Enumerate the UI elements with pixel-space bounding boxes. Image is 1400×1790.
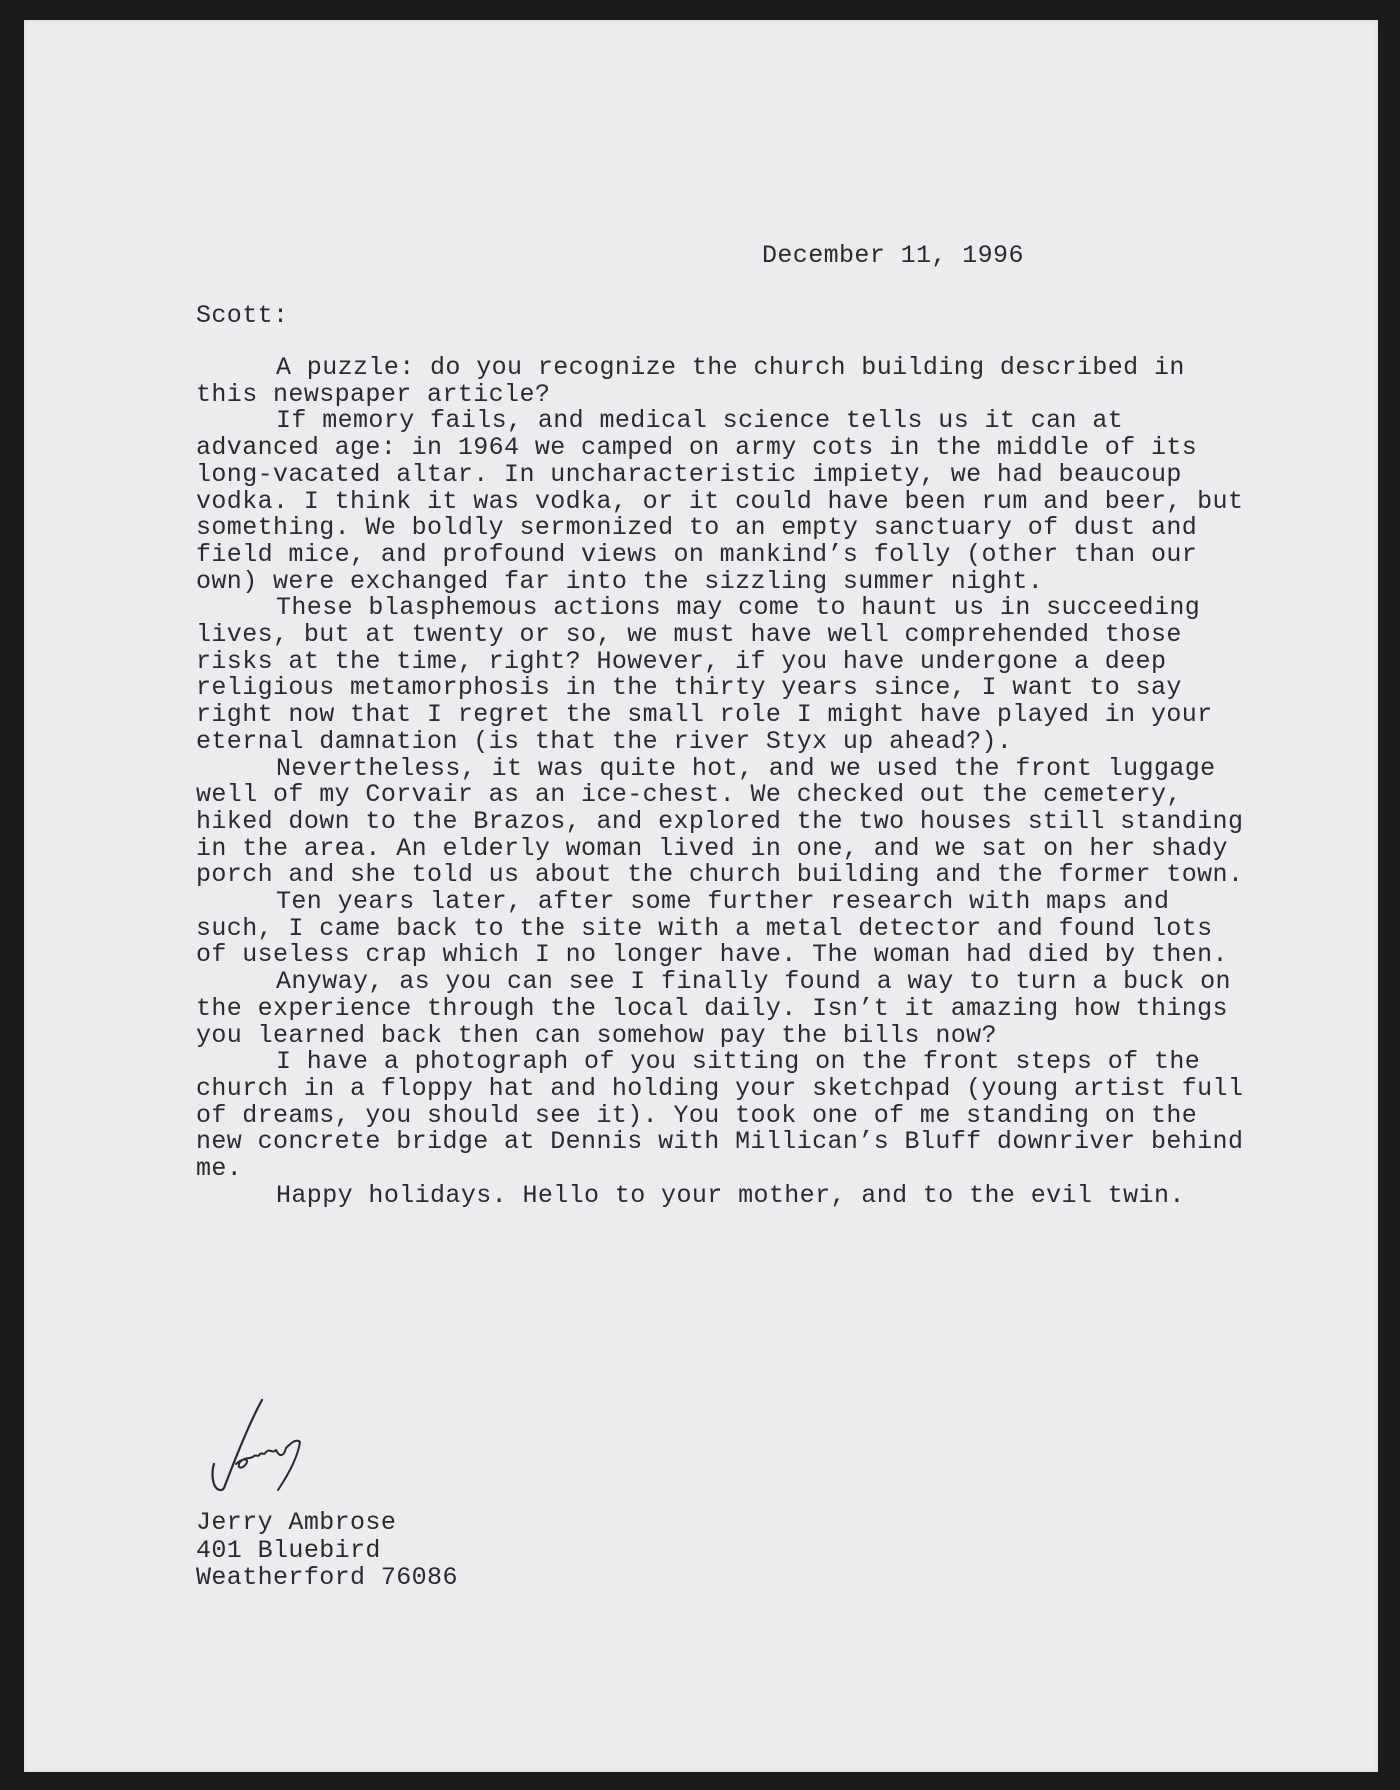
sender-block [196,1509,458,1592]
sender-street: 401 Bluebird [196,1535,381,1565]
paragraph: Nevertheless, it was quite hot, and we used the front luggage well of my Corvair as an ice-chest. We checked out the cemetery, hiked down to the Brazos, and explored the two houses still standing in the area. An elderly woman lived in one, and we sat on her shady porch and she told us about the church building and the former town. [196,753,1244,890]
salutation: Scott: [196,301,289,330]
paragraph: If memory fails, and medical science tells us it can at advanced age: in 1964 we camped on army cots in the middle of its long-vacated altar. In uncharacteristic impiety, we had beaucoup vodka. I think it was vodka, or it could have been rum and beer, but something. We boldly sermonized to an empty sanctuary of dust and field mice, and profound views on mankind’s folly (other than our own) were exchanged far into the sizzling summer night. [196,406,1244,596]
paragraph: A puzzle: do you recognize the church building described in this newspaper article? [196,353,1185,409]
letter-date: December 11, 1996 [762,241,1024,270]
paragraph: Ten years later, after some further research with maps and such, I came back to the site with a metal detector and found lots of useless crap which I no longer have. The woman had died by then. [196,887,1228,970]
sender-name: Jerry Ambrose [196,1508,397,1537]
paragraph: I have a photograph of you sitting on the front steps of the church in a floppy hat and holding your sketchpad (young artist full of dreams, you should see it). You took one of me standing on the new concrete bridge at Dennis with Millican’s Bluff downriver behind me. [196,1047,1244,1184]
letter-body [196,355,1246,1210]
handwritten-signature [200,1398,330,1494]
paragraph: Happy holidays. Hello to your mother, and to the evil twin. [276,1180,1185,1210]
paragraph: Anyway, as you can see I finally found a way to turn a buck on the experience through the local daily. Isn’t it amazing how things you learned back then can somehow pay the bills now? [196,967,1231,1050]
paragraph: These blasphemous actions may come to haunt us in succeeding lives, but at twenty or so, we must have well comprehended those risks at the time, right? However, if you have undergone a deep religious metamorphosis in the thirty years since, I want to say right now that I regret the small role I might have played in your eternal damnation (is that the river Styx up ahead?). [196,593,1213,756]
sender-city-zip: Weatherford 76086 [196,1563,458,1592]
